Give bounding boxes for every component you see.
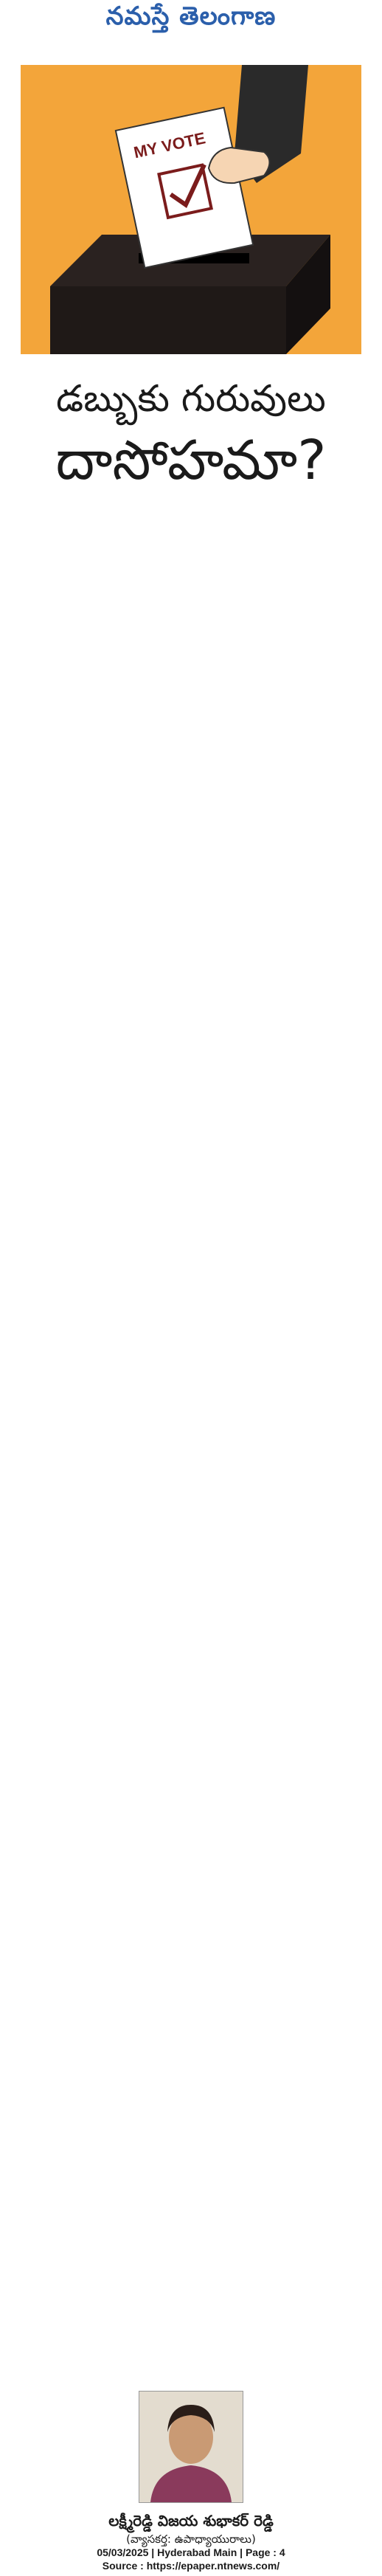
article-body (21, 517, 361, 527)
byline (0, 2391, 382, 2547)
masthead-title: నమస్తే తెలంగాణ (105, 1, 277, 31)
ballot-label: MY VOTE (132, 128, 207, 162)
headline (0, 373, 382, 497)
footer-date-page: 05/03/2025 | Hyderabad Main | Page : 4 (97, 2546, 285, 2558)
vote-illustration (21, 65, 361, 354)
headline-line-2: దాసోహమా? (55, 429, 327, 492)
author-name: లక్ష్మీరెడ్డి విజయ శుభాకర్ రెడ్డి (108, 2512, 274, 2530)
footer-source: Source : https://epaper.ntnews.com/ (102, 2560, 280, 2572)
ballot-box-front (50, 286, 286, 354)
author-role: (వ్యాసకర్త: ఉపాధ్యాయురాలు) (126, 2532, 256, 2546)
author-photo (139, 2391, 243, 2503)
masthead (0, 0, 382, 38)
page-footer (0, 2546, 382, 2572)
headline-line-1: డబ్బుకు గురువులు (56, 377, 326, 420)
author-portrait-icon (139, 2392, 243, 2502)
ballot-box-icon (21, 65, 361, 354)
